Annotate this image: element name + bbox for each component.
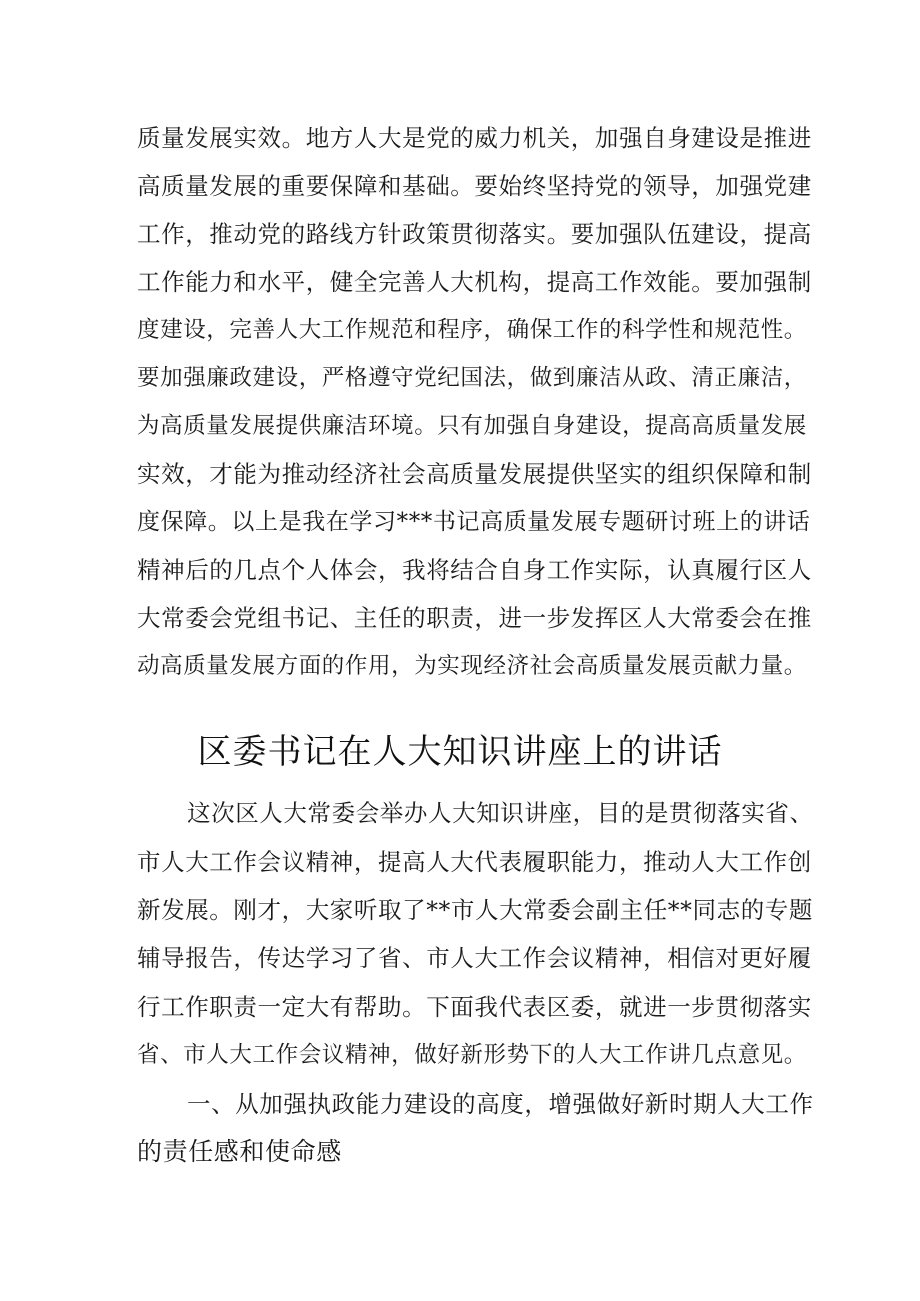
intro-line: 要加强廉政建设，严格遵守党纪国法，做到廉洁从政、清正廉洁， xyxy=(137,365,807,391)
intro-line: 高质量发展的重要保障和基础。要始终坚持党的领导，加强党建 xyxy=(137,172,812,200)
body-line: 行工作职责一定大有帮助。下面我代表区委，就进一步贯彻落实 xyxy=(137,993,812,1021)
intro-line: 工作能力和水平，健全完善人大机构，提高工作效能。要加强制 xyxy=(137,268,812,296)
intro-line: 动高质量发展方面的作用，为实现经济社会高质量发展贡献力量。 xyxy=(137,653,807,679)
body-line: 新发展。刚才，大家听取了**市人大常委会副主任**同志的专题 xyxy=(137,896,813,924)
body-line: 市人大工作会议精神，提高人大代表履职能力，推动人大工作创 xyxy=(137,848,812,876)
intro-line: 为高质量发展提供廉洁环境。只有加强自身建设，提高高质量发展 xyxy=(137,413,807,439)
intro-line: 精神后的几点个人体会，我将结合自身工作实际，认真履行区人 xyxy=(137,556,812,584)
body-line: 省、市人大工作会议精神，做好新形势下的人大工作讲几点意见。 xyxy=(137,1042,807,1068)
intro-line: 工作，推动党的路线方针政策贯彻落实。要加强队伍建设，提高 xyxy=(137,220,812,248)
speech-title: 区委书记在人大知识讲座上的讲话 xyxy=(197,732,723,772)
body-line: 这次区人大常委会举办人大知识讲座，目的是贯彻落实省、 xyxy=(187,799,814,827)
body-line: 辅导报告，传达学习了省、市人大工作会议精神，相信对更好履 xyxy=(137,944,812,972)
section-heading-line: 的责任感和使命感 xyxy=(137,1137,342,1166)
section-heading-line: 一、从加强执政能力建设的高度，增强做好新时期人大工作 xyxy=(187,1090,814,1118)
intro-line: 实效，才能为推动经济社会高质量发展提供坚实的组织保障和制 xyxy=(137,460,812,488)
intro-line: 大常委会党组书记、主任的职责，进一步发挥区人大常委会在推 xyxy=(137,604,812,632)
intro-line: 度保障。以上是我在学习***书记高质量发展专题研讨班上的讲话 xyxy=(137,509,811,535)
intro-line: 质量发展实效。地方人大是党的威力机关，加强自身建设是推进 xyxy=(137,124,812,152)
intro-line: 度建设，完善人大工作规范和程序，确保工作的科学性和规范性。 xyxy=(137,317,807,343)
